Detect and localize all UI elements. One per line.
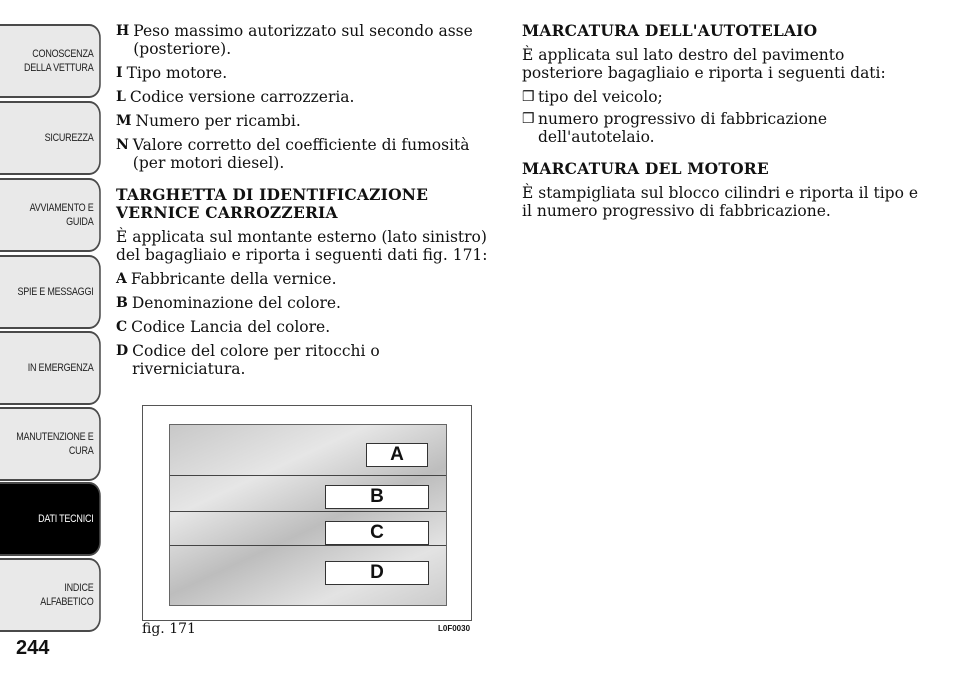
section-heading-autotelaio: MARCATURA DELL'AUTOTELAIO [522, 21, 818, 40]
paragraph: È applicata sul montante esterno (lato sinistro) del bagagliaio e riporta i seguenti dati fig. 171: [116, 228, 488, 264]
item-key: M [116, 113, 132, 129]
item-key: I [116, 65, 123, 81]
chapter-tabs [0, 0, 102, 640]
paragraph: È stampigliata sul blocco cilindri e riporta il tipo e il numero progressivo di fabbricazione. [522, 184, 919, 220]
tab-indice-alfabetico[interactable]: INDICE ALFABETICO [0, 558, 101, 632]
item-key: C [116, 319, 128, 335]
item-text: Tipo motore. [126, 64, 228, 82]
tab-manutenzione-e-cura[interactable]: MANUTENZIONE E CURA [0, 407, 101, 481]
plate-divider [170, 511, 446, 512]
item-text: Codice Lancia del colore. [131, 318, 331, 336]
plate-divider [170, 475, 446, 476]
list-item [116, 22, 496, 58]
item-key: D [116, 343, 129, 359]
section-heading-targhetta: TARGHETTA DI IDENTIFICAZIONE VERNICE CARROZZERIA [116, 185, 429, 222]
item-text: Valore corretto del coefficiente di fumosità (per motori diesel). [132, 136, 470, 172]
plate-divider [170, 545, 446, 546]
plate-field-a: A [366, 443, 428, 467]
item-text: Peso massimo autorizzato sul secondo asse (posteriore). [133, 22, 473, 58]
item-key: H [116, 23, 130, 39]
item-key: N [116, 137, 129, 153]
tab-conoscenza-della-vettura[interactable]: CONOSCENZA DELLA VETTURA [0, 24, 101, 98]
item-text: Codice del colore per ritocchi o riverniciatura. [132, 342, 380, 378]
list-item [116, 88, 496, 106]
paint-identification-plate [169, 424, 447, 606]
plate-field-b: B [325, 485, 429, 509]
item-text: Denominazione del colore. [131, 294, 341, 312]
tab-dati-tecnici[interactable]: DATI TECNICI [0, 482, 101, 556]
list-item [116, 270, 496, 288]
figure-code: L0F0030 [438, 624, 471, 633]
tab-avviamento-e-guida[interactable]: AVVIAMENTO E GUIDA [0, 178, 101, 252]
paragraph: È applicata sul lato destro del pavimento posteriore bagagliaio e riporta i seguenti dati: [522, 46, 886, 82]
item-key: A [116, 271, 127, 287]
figure-caption: fig. 171 [142, 621, 196, 637]
checkbox-bullet-icon: ❒ [522, 111, 535, 127]
right-column [522, 22, 922, 226]
bullet-item [522, 88, 922, 106]
bullet-item [522, 110, 922, 146]
item-text: Fabbricante della vernice. [130, 270, 337, 288]
plate-field-d: D [325, 561, 429, 585]
figure-171 [142, 405, 472, 621]
list-item [116, 136, 496, 172]
item-key: B [116, 295, 128, 311]
item-text: Numero per ricambi. [135, 112, 301, 130]
tab-in-emergenza[interactable]: IN EMERGENZA [0, 331, 101, 405]
list-item [116, 318, 496, 336]
checkbox-bullet-icon: ❒ [522, 89, 535, 105]
left-column [116, 22, 496, 384]
tab-spie-e-messaggi[interactable]: SPIE E MESSAGGI [0, 255, 101, 329]
list-item [116, 112, 496, 130]
list-item [116, 64, 496, 82]
item-text: Codice versione carrozzeria. [129, 88, 355, 106]
page-number: 244 [16, 637, 50, 659]
bullet-text: numero progressivo di fabbricazione dell'autotelaio. [538, 110, 828, 146]
plate-field-c: C [325, 521, 429, 545]
item-key: L [116, 89, 126, 105]
list-item [116, 294, 496, 312]
bullet-text: tipo del veicolo; [538, 88, 663, 106]
list-item [116, 342, 496, 378]
section-heading-motore: MARCATURA DEL MOTORE [522, 159, 769, 178]
tab-sicurezza[interactable]: SICUREZZA [0, 101, 101, 175]
